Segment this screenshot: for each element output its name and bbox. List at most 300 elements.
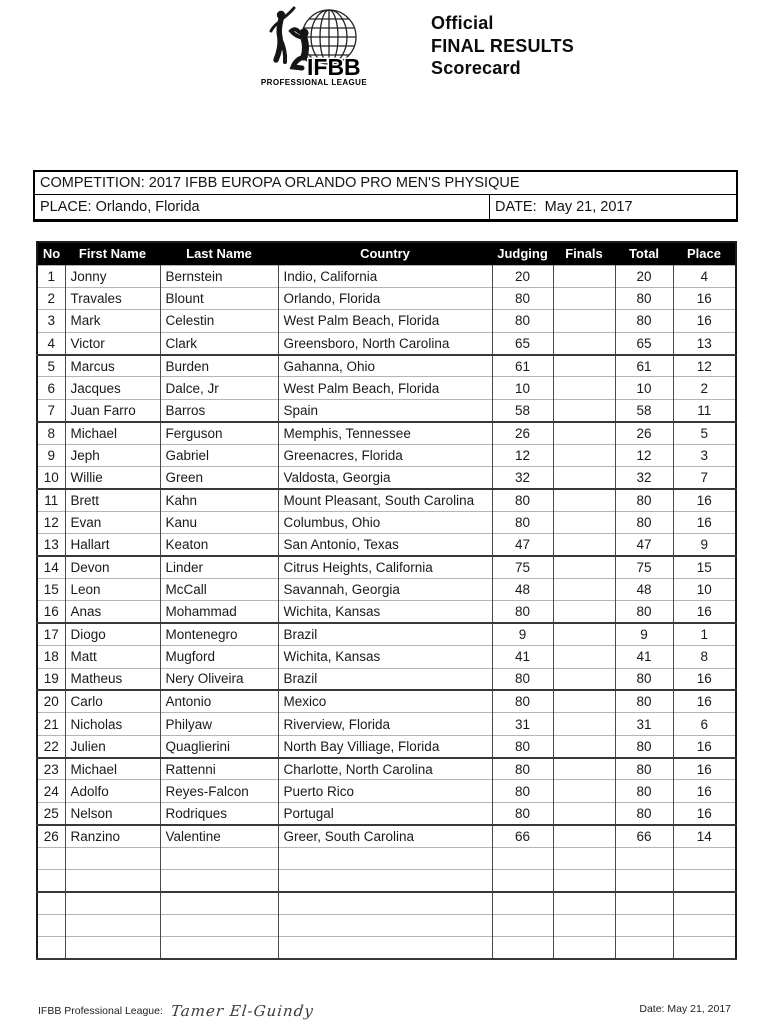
cell-country: Greensboro, North Carolina (278, 332, 492, 354)
cell-finals (553, 646, 615, 668)
cell-first-name: Diogo (65, 623, 160, 645)
cell-country: Orlando, Florida (278, 287, 492, 309)
cell-last-name: Celestin (160, 310, 278, 332)
cell-no: 26 (37, 825, 65, 847)
cell-first-name (65, 847, 160, 869)
cell-first-name (65, 937, 160, 959)
cell-last-name: Valentine (160, 825, 278, 847)
table-row (37, 355, 736, 377)
cell-no: 15 (37, 578, 65, 600)
cell-no: 1 (37, 265, 65, 287)
cell-finals (553, 601, 615, 623)
column-header-finals: Finals (553, 242, 615, 265)
cell-first-name: Juan Farro (65, 399, 160, 421)
cell-place (673, 914, 736, 936)
cell-total: 65 (615, 332, 673, 354)
cell-total: 80 (615, 489, 673, 511)
cell-country: Spain (278, 399, 492, 421)
cell-finals (553, 444, 615, 466)
ifbb-logo (251, 4, 383, 90)
cell-no: 16 (37, 601, 65, 623)
cell-place: 8 (673, 646, 736, 668)
cell-last-name (160, 847, 278, 869)
cell-finals (553, 847, 615, 869)
cell-total: 48 (615, 578, 673, 600)
cell-place: 9 (673, 534, 736, 556)
cell-last-name: Dalce, Jr (160, 377, 278, 399)
cell-total (615, 937, 673, 959)
cell-place (673, 847, 736, 869)
cell-country: San Antonio, Texas (278, 534, 492, 556)
cell-place: 4 (673, 265, 736, 287)
cell-place: 16 (673, 735, 736, 757)
cell-no: 9 (37, 444, 65, 466)
cell-last-name (160, 914, 278, 936)
cell-first-name: Matheus (65, 668, 160, 690)
cell-place: 16 (673, 489, 736, 511)
table-row (37, 444, 736, 466)
cell-country: Charlotte, North Carolina (278, 758, 492, 780)
cell-country: Savannah, Georgia (278, 578, 492, 600)
cell-no: 12 (37, 511, 65, 533)
cell-country: Greer, South Carolina (278, 825, 492, 847)
cell-judging: 48 (492, 578, 553, 600)
cell-first-name: Jacques (65, 377, 160, 399)
cell-last-name: Rattenni (160, 758, 278, 780)
cell-total: 80 (615, 690, 673, 712)
cell-last-name: Quaglierini (160, 735, 278, 757)
cell-first-name: Michael (65, 422, 160, 444)
cell-last-name: Nery Oliveira (160, 668, 278, 690)
table-row (37, 467, 736, 489)
cell-finals (553, 355, 615, 377)
cell-country: Memphis, Tennessee (278, 422, 492, 444)
cell-judging (492, 937, 553, 959)
cell-last-name (160, 870, 278, 892)
cell-no: 3 (37, 310, 65, 332)
cell-last-name: Kahn (160, 489, 278, 511)
cell-total: 26 (615, 422, 673, 444)
empty-table-row (37, 847, 736, 869)
cell-judging: 10 (492, 377, 553, 399)
cell-last-name: Linder (160, 556, 278, 578)
cell-last-name: Reyes-Falcon (160, 780, 278, 802)
cell-country: Citrus Heights, California (278, 556, 492, 578)
table-row (37, 780, 736, 802)
empty-table-row (37, 892, 736, 914)
cell-country: Riverview, Florida (278, 713, 492, 735)
cell-first-name: Michael (65, 758, 160, 780)
cell-first-name: Evan (65, 511, 160, 533)
cell-judging (492, 892, 553, 914)
cell-last-name: Burden (160, 355, 278, 377)
cell-judging: 12 (492, 444, 553, 466)
cell-total: 12 (615, 444, 673, 466)
cell-first-name: Nelson (65, 802, 160, 824)
cell-finals (553, 758, 615, 780)
cell-finals (553, 892, 615, 914)
table-row (37, 332, 736, 354)
cell-first-name: Mark (65, 310, 160, 332)
cell-total: 9 (615, 623, 673, 645)
table-row (37, 399, 736, 421)
cell-place (673, 937, 736, 959)
cell-no: 14 (37, 556, 65, 578)
cell-first-name: Nicholas (65, 713, 160, 735)
cell-last-name (160, 892, 278, 914)
cell-first-name: Marcus (65, 355, 160, 377)
results-header-row (37, 242, 736, 265)
cell-finals (553, 287, 615, 309)
cell-country (278, 870, 492, 892)
cell-no (37, 937, 65, 959)
cell-country: Wichita, Kansas (278, 646, 492, 668)
cell-first-name (65, 870, 160, 892)
cell-last-name: Rodriques (160, 802, 278, 824)
cell-first-name: Julien (65, 735, 160, 757)
cell-last-name: Bernstein (160, 265, 278, 287)
table-row (37, 825, 736, 847)
table-row (37, 690, 736, 712)
cell-country: Gahanna, Ohio (278, 355, 492, 377)
cell-total: 10 (615, 377, 673, 399)
cell-first-name: Victor (65, 332, 160, 354)
cell-judging: 32 (492, 467, 553, 489)
cell-no: 7 (37, 399, 65, 421)
cell-country: Portugal (278, 802, 492, 824)
cell-first-name (65, 892, 160, 914)
date-label: DATE: May 21, 2017 (495, 199, 633, 215)
cell-country (278, 937, 492, 959)
cell-country: Brazil (278, 623, 492, 645)
table-row (37, 578, 736, 600)
cell-no: 24 (37, 780, 65, 802)
column-header-place: Place (673, 242, 736, 265)
cell-country: Greenacres, Florida (278, 444, 492, 466)
column-header-judging: Judging (492, 242, 553, 265)
cell-first-name: Adolfo (65, 780, 160, 802)
cell-first-name: Hallart (65, 534, 160, 556)
cell-finals (553, 578, 615, 600)
results-table-container (36, 241, 737, 960)
cell-place: 16 (673, 668, 736, 690)
cell-country (278, 892, 492, 914)
cell-country (278, 914, 492, 936)
cell-place: 16 (673, 758, 736, 780)
cell-total: 20 (615, 265, 673, 287)
cell-first-name: Carlo (65, 690, 160, 712)
cell-place: 14 (673, 825, 736, 847)
cell-no: 2 (37, 287, 65, 309)
cell-no: 5 (37, 355, 65, 377)
column-header-total: Total (615, 242, 673, 265)
table-row (37, 601, 736, 623)
ifbb-wordmark: IFBB (307, 54, 361, 80)
column-header-last-name: Last Name (160, 242, 278, 265)
cell-total: 75 (615, 556, 673, 578)
cell-judging: 66 (492, 825, 553, 847)
cell-judging: 80 (492, 690, 553, 712)
table-row (37, 422, 736, 444)
title-line-official: Official (431, 13, 494, 33)
cell-finals (553, 713, 615, 735)
cell-total: 80 (615, 780, 673, 802)
cell-finals (553, 489, 615, 511)
cell-judging: 9 (492, 623, 553, 645)
table-row (37, 735, 736, 757)
cell-total (615, 914, 673, 936)
cell-judging: 80 (492, 780, 553, 802)
cell-country: Brazil (278, 668, 492, 690)
cell-finals (553, 937, 615, 959)
results-table (36, 241, 737, 960)
empty-table-row (37, 870, 736, 892)
cell-no (37, 914, 65, 936)
cell-total: 80 (615, 758, 673, 780)
cell-no: 22 (37, 735, 65, 757)
cell-judging: 75 (492, 556, 553, 578)
cell-first-name: Travales (65, 287, 160, 309)
table-row (37, 758, 736, 780)
cell-total: 80 (615, 601, 673, 623)
cell-country: Mount Pleasant, South Carolina (278, 489, 492, 511)
cell-place: 12 (673, 355, 736, 377)
cell-no: 6 (37, 377, 65, 399)
cell-finals (553, 623, 615, 645)
cell-last-name: Green (160, 467, 278, 489)
table-row (37, 287, 736, 309)
cell-total: 31 (615, 713, 673, 735)
empty-table-row (37, 914, 736, 936)
cell-country: North Bay Villiage, Florida (278, 735, 492, 757)
cell-judging: 47 (492, 534, 553, 556)
cell-last-name: Clark (160, 332, 278, 354)
cell-judging: 80 (492, 601, 553, 623)
cell-finals (553, 377, 615, 399)
table-row (37, 623, 736, 645)
cell-judging: 26 (492, 422, 553, 444)
cell-first-name (65, 914, 160, 936)
cell-place: 16 (673, 601, 736, 623)
cell-no: 20 (37, 690, 65, 712)
cell-finals (553, 914, 615, 936)
cell-judging: 58 (492, 399, 553, 421)
cell-country: Mexico (278, 690, 492, 712)
cell-first-name: Willie (65, 467, 160, 489)
cell-place: 16 (673, 780, 736, 802)
place-label: PLACE: Orlando, Florida (35, 195, 490, 219)
cell-judging: 20 (492, 265, 553, 287)
cell-no: 19 (37, 668, 65, 690)
cell-finals (553, 332, 615, 354)
cell-first-name: Ranzino (65, 825, 160, 847)
cell-country: Valdosta, Georgia (278, 467, 492, 489)
cell-judging: 61 (492, 355, 553, 377)
cell-place: 16 (673, 310, 736, 332)
cell-country: Puerto Rico (278, 780, 492, 802)
signature: Tamer El-Guindy (169, 1002, 315, 1020)
cell-first-name: Brett (65, 489, 160, 511)
cell-judging: 41 (492, 646, 553, 668)
cell-finals (553, 690, 615, 712)
cell-finals (553, 802, 615, 824)
cell-total: 80 (615, 287, 673, 309)
cell-place: 6 (673, 713, 736, 735)
table-row (37, 377, 736, 399)
footer-league-label: IFBB Professional League: (38, 1005, 163, 1017)
cell-country (278, 847, 492, 869)
cell-no: 11 (37, 489, 65, 511)
cell-no: 13 (37, 534, 65, 556)
table-row (37, 646, 736, 668)
cell-place: 15 (673, 556, 736, 578)
cell-last-name: Antonio (160, 690, 278, 712)
table-row (37, 802, 736, 824)
cell-no: 23 (37, 758, 65, 780)
table-row (37, 265, 736, 287)
cell-total: 80 (615, 735, 673, 757)
cell-judging (492, 847, 553, 869)
cell-no: 17 (37, 623, 65, 645)
cell-last-name: Kanu (160, 511, 278, 533)
cell-last-name: Keaton (160, 534, 278, 556)
cell-judging: 80 (492, 758, 553, 780)
cell-place: 16 (673, 511, 736, 533)
table-row (37, 556, 736, 578)
cell-finals (553, 668, 615, 690)
cell-finals (553, 534, 615, 556)
cell-place: 13 (673, 332, 736, 354)
cell-place: 10 (673, 578, 736, 600)
cell-first-name: Devon (65, 556, 160, 578)
cell-total: 80 (615, 668, 673, 690)
column-header-first-name: First Name (65, 242, 160, 265)
cell-last-name: Mohammad (160, 601, 278, 623)
cell-place: 7 (673, 467, 736, 489)
empty-table-row (37, 937, 736, 959)
cell-finals (553, 310, 615, 332)
cell-place: 16 (673, 802, 736, 824)
cell-last-name: Blount (160, 287, 278, 309)
cell-judging: 80 (492, 668, 553, 690)
scorecard-title (431, 12, 574, 80)
cell-judging: 80 (492, 287, 553, 309)
table-row (37, 511, 736, 533)
cell-judging: 80 (492, 310, 553, 332)
title-line-scorecard: Scorecard (431, 58, 521, 78)
cell-total: 80 (615, 802, 673, 824)
table-row (37, 489, 736, 511)
cell-last-name: Mugford (160, 646, 278, 668)
cell-finals (553, 467, 615, 489)
cell-no: 25 (37, 802, 65, 824)
cell-finals (553, 556, 615, 578)
competition-box (33, 170, 738, 222)
results-table-body (37, 265, 736, 959)
cell-total: 80 (615, 310, 673, 332)
cell-last-name (160, 937, 278, 959)
professional-league-tagline: PROFESSIONAL LEAGUE (260, 78, 368, 87)
cell-total: 80 (615, 511, 673, 533)
cell-country: West Palm Beach, Florida (278, 377, 492, 399)
cell-judging: 80 (492, 802, 553, 824)
cell-no (37, 892, 65, 914)
cell-last-name: McCall (160, 578, 278, 600)
cell-finals (553, 265, 615, 287)
cell-place: 11 (673, 399, 736, 421)
cell-first-name: Leon (65, 578, 160, 600)
cell-finals (553, 422, 615, 444)
cell-place: 3 (673, 444, 736, 466)
cell-place: 1 (673, 623, 736, 645)
cell-first-name: Jonny (65, 265, 160, 287)
cell-finals (553, 780, 615, 802)
cell-total: 47 (615, 534, 673, 556)
column-header-no: No (37, 242, 65, 265)
cell-total: 32 (615, 467, 673, 489)
cell-no: 21 (37, 713, 65, 735)
cell-no: 10 (37, 467, 65, 489)
cell-last-name: Montenegro (160, 623, 278, 645)
cell-last-name: Philyaw (160, 713, 278, 735)
cell-finals (553, 511, 615, 533)
cell-no: 18 (37, 646, 65, 668)
footer-date: Date: May 21, 2017 (639, 1003, 731, 1015)
competition-title: COMPETITION: 2017 IFBB EUROPA ORLANDO PRO MEN'S PHYSIQUE (35, 172, 736, 195)
cell-last-name: Barros (160, 399, 278, 421)
cell-judging (492, 870, 553, 892)
cell-total: 41 (615, 646, 673, 668)
footer-signature-block (38, 1000, 314, 1022)
table-row (37, 310, 736, 332)
cell-judging: 80 (492, 735, 553, 757)
table-row (37, 668, 736, 690)
title-line-final-results: FINAL RESULTS (431, 35, 574, 56)
cell-last-name: Gabriel (160, 444, 278, 466)
cell-place: 16 (673, 287, 736, 309)
cell-place: 2 (673, 377, 736, 399)
cell-place: 5 (673, 422, 736, 444)
cell-place (673, 870, 736, 892)
cell-no: 4 (37, 332, 65, 354)
cell-first-name: Anas (65, 601, 160, 623)
cell-country: West Palm Beach, Florida (278, 310, 492, 332)
cell-total: 61 (615, 355, 673, 377)
cell-last-name: Ferguson (160, 422, 278, 444)
cell-total (615, 847, 673, 869)
cell-finals (553, 870, 615, 892)
cell-place: 16 (673, 690, 736, 712)
cell-no (37, 870, 65, 892)
cell-country: Wichita, Kansas (278, 601, 492, 623)
cell-finals (553, 399, 615, 421)
cell-judging (492, 914, 553, 936)
table-row (37, 713, 736, 735)
cell-judging: 80 (492, 489, 553, 511)
cell-first-name: Matt (65, 646, 160, 668)
column-header-country: Country (278, 242, 492, 265)
cell-no (37, 847, 65, 869)
cell-first-name: Jeph (65, 444, 160, 466)
cell-country: Columbus, Ohio (278, 511, 492, 533)
cell-place (673, 892, 736, 914)
cell-total: 66 (615, 825, 673, 847)
cell-country: Indio, California (278, 265, 492, 287)
cell-judging: 31 (492, 713, 553, 735)
cell-total (615, 870, 673, 892)
cell-judging: 65 (492, 332, 553, 354)
table-row (37, 534, 736, 556)
